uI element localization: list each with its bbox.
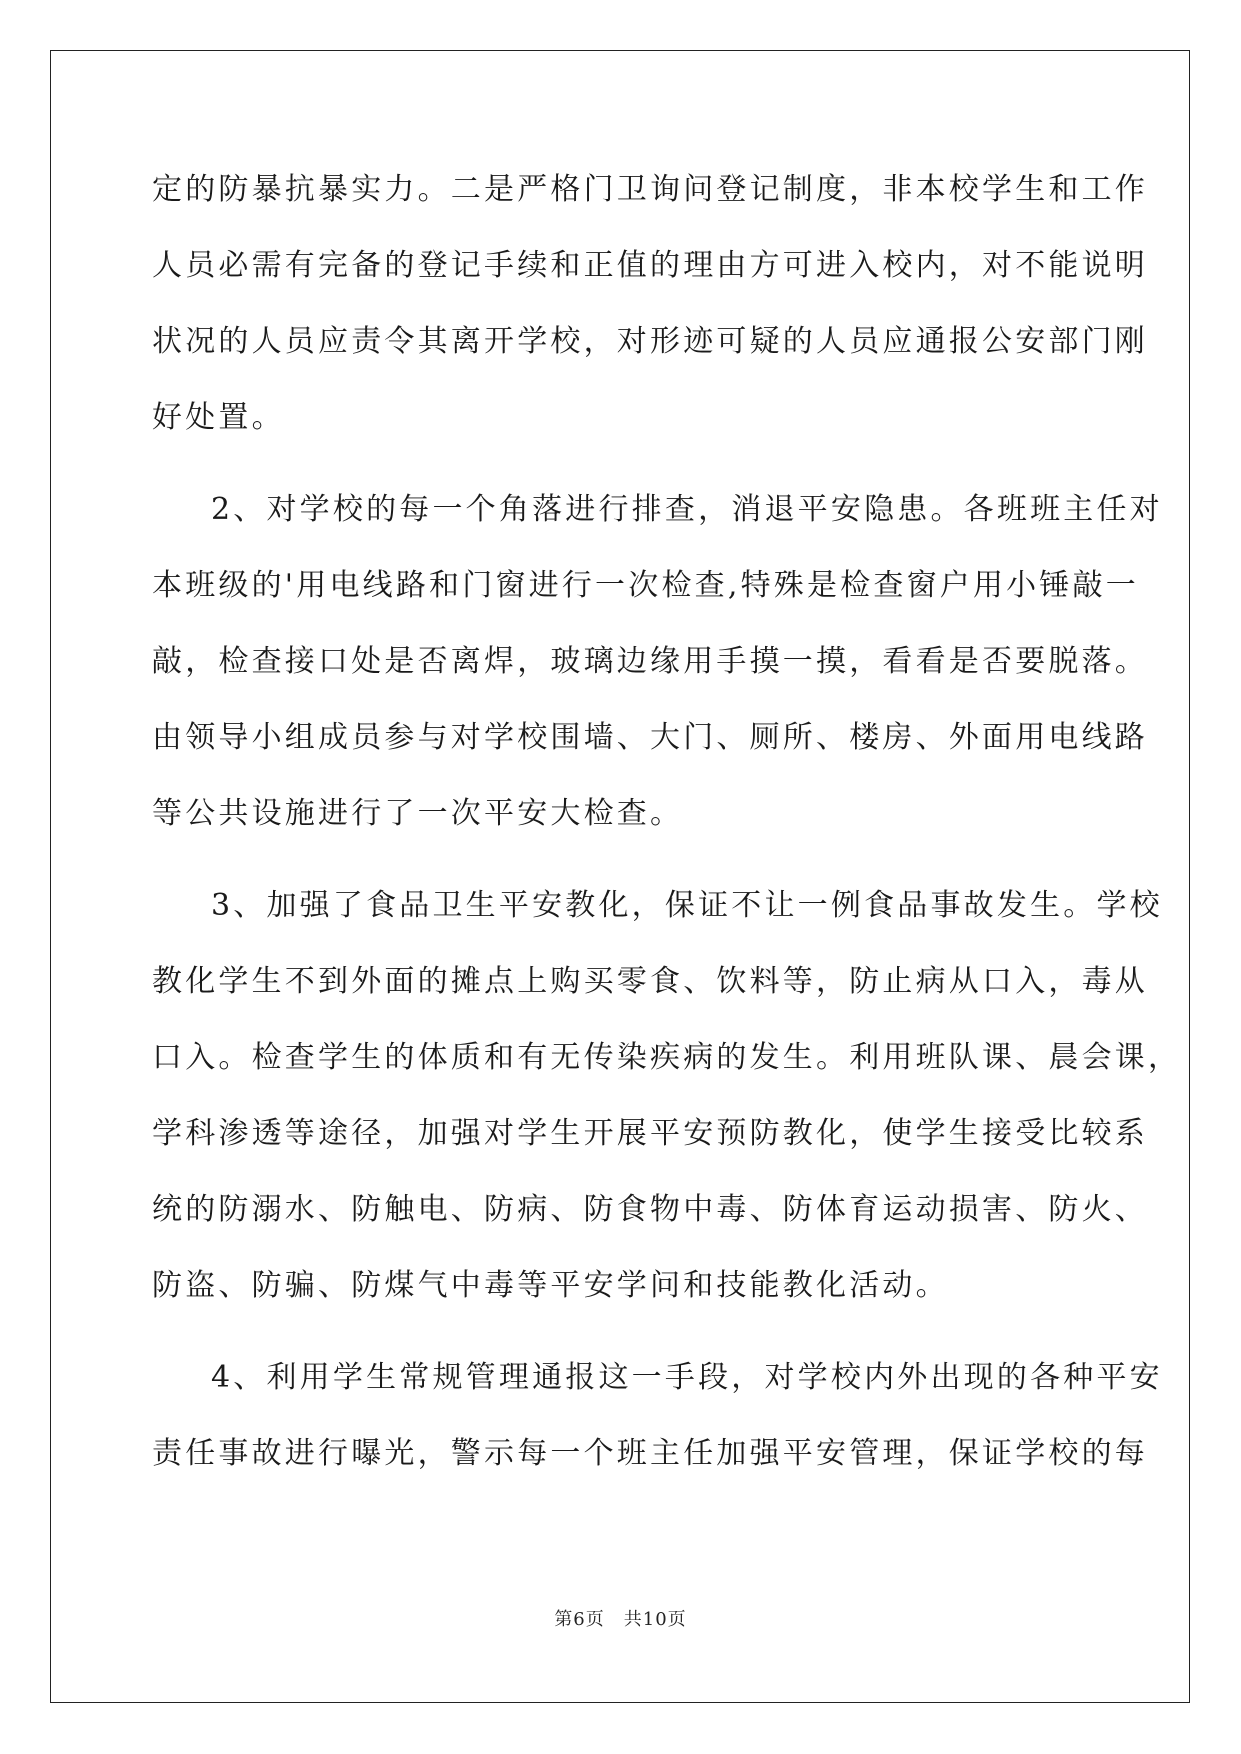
paragraph-start-line: 3、加强了食品卫生平安教化，保证不让一例食品事故发生。学校 bbox=[211, 888, 1163, 923]
text-line: 统的防溺水、防触电、防病、防食物中毒、防体育运动损害、防火、 bbox=[152, 1192, 1148, 1227]
text-line: 由领导小组成员参与对学校围墙、大门、厕所、楼房、外面用电线路 bbox=[152, 720, 1148, 755]
text-line: 等公共设施进行了一次平安大检查。 bbox=[152, 796, 684, 831]
text-line: 敲，检查接口处是否离焊，玻璃边缘用手摸一摸，看看是否要脱落。 bbox=[152, 644, 1148, 679]
page-number-footer: 第6页 共10页 bbox=[554, 1609, 687, 1630]
text-line: 责任事故进行曝光，警示每一个班主任加强平安管理，保证学校的每 bbox=[152, 1436, 1148, 1471]
text-line: 好处置。 bbox=[152, 400, 285, 435]
text-line: 本班级的'用电线路和门窗进行一次检查,特殊是检查窗户用小锤敲一 bbox=[152, 568, 1139, 603]
text-line: 定的防暴抗暴实力。二是严格门卫询问登记制度，非本校学生和工作 bbox=[152, 172, 1148, 207]
text-line: 教化学生不到外面的摊点上购买零食、饮料等，防止病从口入，毒从 bbox=[152, 964, 1148, 999]
text-line: 口入。检查学生的体质和有无传染疾病的发生。利用班队课、晨会课， bbox=[152, 1040, 1182, 1075]
text-line: 防盗、防骗、防煤气中毒等平安学问和技能教化活动。 bbox=[152, 1268, 949, 1303]
text-line: 状况的人员应责令其离开学校，对形迹可疑的人员应通报公安部门刚 bbox=[152, 324, 1148, 359]
paragraph-start-line: 2、对学校的每一个角落进行排查，消退平安隐患。各班班主任对 bbox=[211, 492, 1163, 527]
text-line: 学科渗透等途径，加强对学生开展平安预防教化，使学生接受比较系 bbox=[152, 1116, 1148, 1151]
paragraph-start-line: 4、利用学生常规管理通报这一手段，对学校内外出现的各种平安 bbox=[211, 1360, 1163, 1395]
text-line: 人员必需有完备的登记手续和正值的理由方可进入校内，对不能说明 bbox=[152, 248, 1148, 283]
